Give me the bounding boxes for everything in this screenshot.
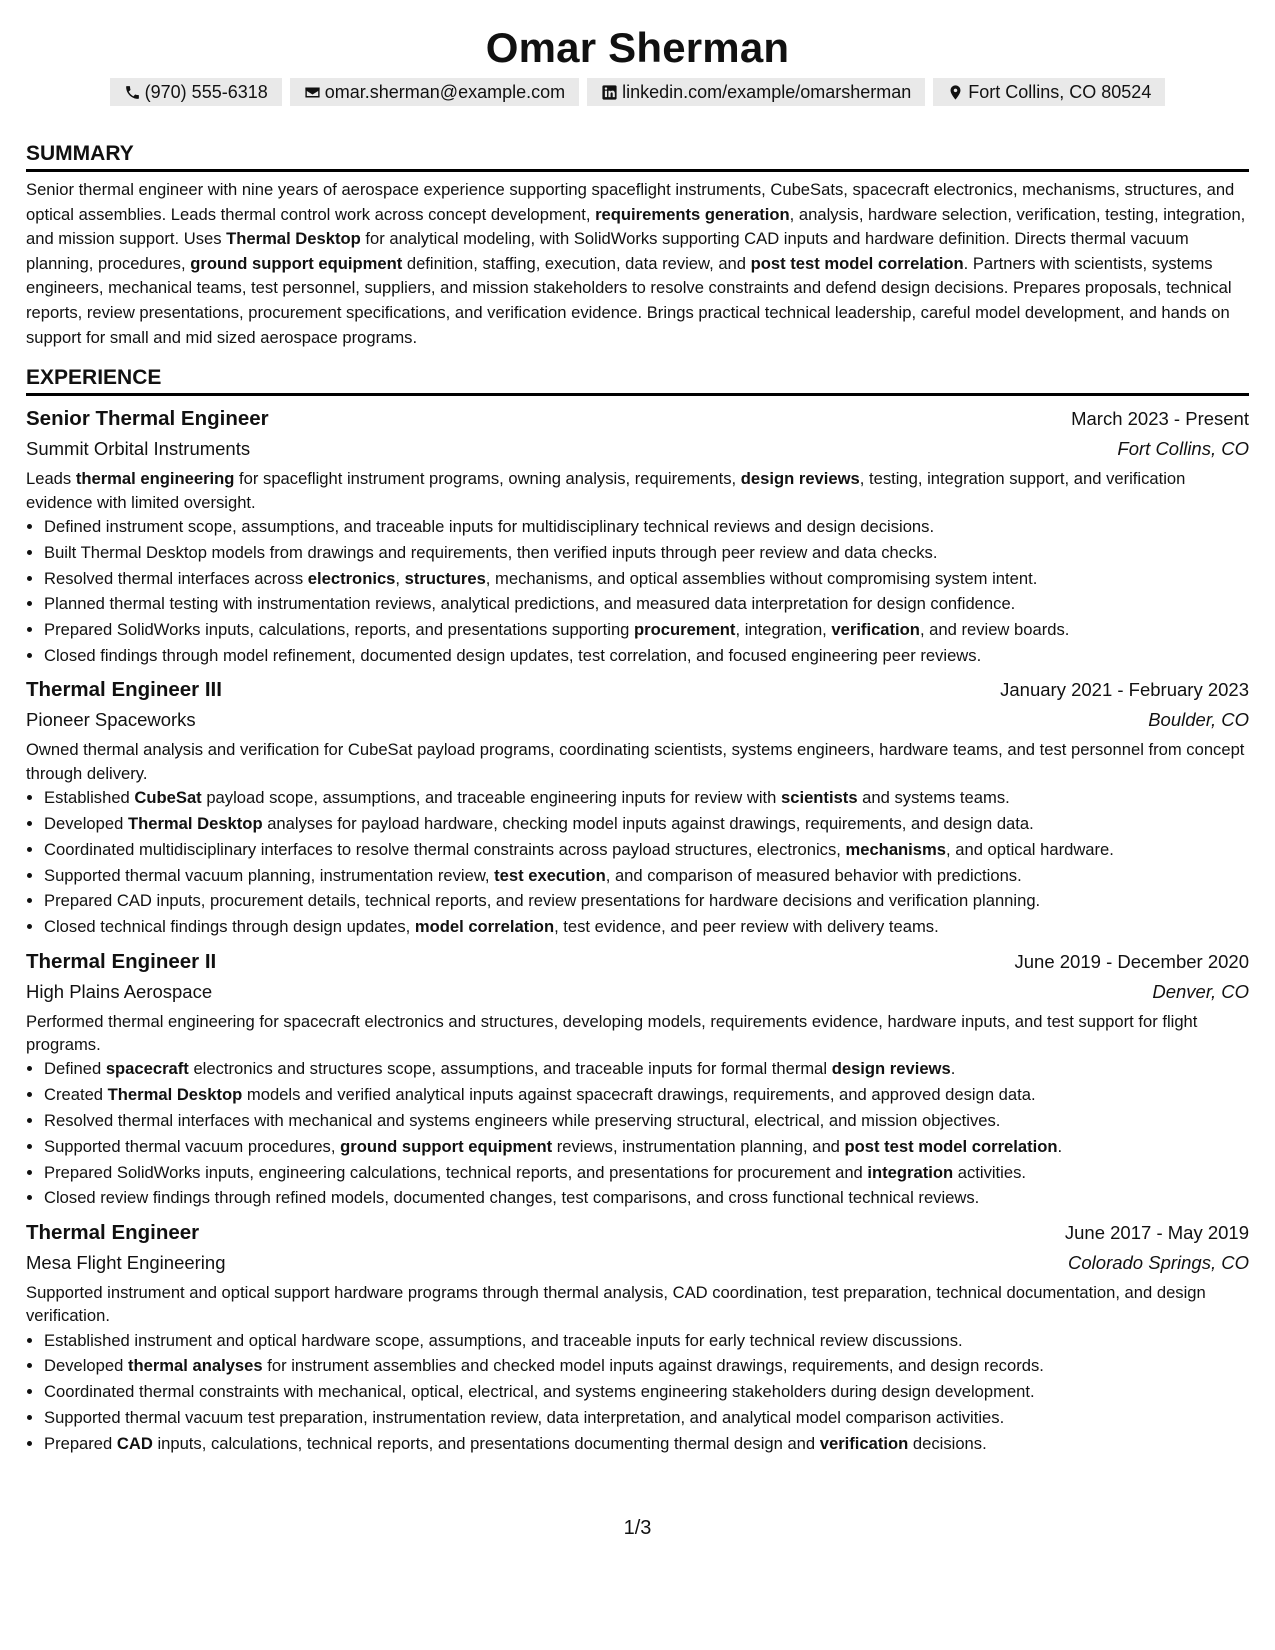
job-description	[26, 738, 1249, 785]
text-run: activities.	[953, 1162, 1026, 1182]
emphasis-text: Thermal Desktop	[127, 813, 263, 833]
job-title: Thermal Engineer III	[26, 678, 222, 702]
text-run: Supported thermal vacuum planning, instrumentation review,	[44, 865, 495, 885]
bullet-item	[44, 644, 1249, 667]
bullet-item	[44, 1329, 1249, 1352]
job-header-row	[26, 404, 1249, 434]
job-dates: March 2023 - Present	[1071, 408, 1249, 430]
emphasis-text: ground support equipment	[190, 253, 403, 273]
text-run: . Partners with scientists, systems engineers, mechanical teams, test personnel, suppliers, and mission stakeholders to resolve constraints and defend design decisions. Prepares proposals, technical reports, review presentations, procurement specifications, and verification evidence. Brings practical technical leadership, careful model development, and hands on support for small and mid sized aerospace programs.	[26, 253, 1232, 347]
linkedin-icon	[601, 84, 618, 101]
bullet-item	[44, 812, 1249, 835]
emphasis-text: verification	[819, 1433, 909, 1453]
contact-phone[interactable]	[110, 78, 282, 106]
job-bullets	[26, 1057, 1249, 1209]
text-run: for spaceflight instrument programs, owning analysis, requirements,	[234, 469, 741, 489]
bullet-item	[44, 1083, 1249, 1106]
text-run: Planned thermal testing with instrumentation reviews, analytical predictions, and measured data interpretation for design confidence.	[44, 594, 1016, 614]
job-entry	[26, 1218, 1249, 1455]
phone-text: (970) 555-6318	[144, 82, 268, 102]
page-number: 1/3	[623, 1517, 652, 1539]
bullet-item	[44, 1432, 1249, 1455]
text-run: Closed review findings through refined models, documented changes, test comparisons, and cross functional technical reviews.	[44, 1188, 980, 1208]
text-run: payload scope, assumptions, and traceable engineering inputs for review with	[201, 788, 781, 808]
bullet-item	[44, 567, 1249, 590]
text-run: Senior thermal engineer with nine years of aerospace experience supporting spaceflight instruments, CubeSats, spacecraft electronics, mechanisms, structures, and optical assemblies. Leads thermal control work across concept development,	[26, 180, 1235, 224]
resume-page	[26, 22, 1249, 1458]
experience-section	[26, 364, 1249, 1455]
text-run: Prepared	[44, 1433, 117, 1453]
map-pin-icon	[947, 84, 964, 101]
text-run: , testing, integration support, and verification evidence with limited oversight.	[26, 469, 1186, 512]
text-run: reviews, instrumentation planning, and	[552, 1136, 845, 1156]
emphasis-text: mechanisms	[845, 839, 947, 859]
text-run: Performed thermal engineering for spacecraft electronics and structures, developing models, requirements evidence, hardware inputs, and test support for flight programs.	[26, 1011, 1198, 1054]
text-run: Supported instrument and optical support hardware programs through thermal analysis, CAD coordination, test preparation, technical documentation, and design verification.	[26, 1282, 1206, 1326]
emphasis-text: spacecraft	[105, 1059, 189, 1079]
email-text: omar.sherman@example.com	[324, 82, 566, 102]
bullet-item	[44, 618, 1249, 641]
text-run: Developed	[44, 813, 128, 833]
job-company-row	[26, 1248, 1249, 1278]
text-run: Supported thermal vacuum test preparation, instrumentation review, data interpretation, and analytical model comparison activities.	[44, 1407, 1005, 1427]
text-run: , integration,	[735, 620, 832, 640]
job-company-row	[26, 705, 1249, 735]
job-title: Thermal Engineer	[26, 1220, 200, 1244]
job-location: Boulder, CO	[1148, 709, 1249, 731]
job-title: Thermal Engineer II	[26, 949, 217, 973]
emphasis-text: Thermal Desktop	[226, 229, 361, 249]
summary-heading: SUMMARY	[26, 140, 1249, 172]
emphasis-text: scientists	[781, 788, 858, 808]
location-text: Fort Collins, CO 80524	[968, 82, 1152, 102]
candidate-name: Omar Sherman	[485, 24, 790, 71]
company-name: Mesa Flight Engineering	[26, 1251, 226, 1273]
job-company-row	[26, 977, 1249, 1007]
text-run: Closed technical findings through design updates,	[44, 917, 415, 937]
job-entry	[26, 675, 1249, 938]
summary-text	[26, 178, 1249, 350]
text-run: analyses for payload hardware, checking model inputs against drawings, requirements, and design data.	[262, 813, 1034, 833]
text-run: Defined instrument scope, assumptions, and traceable inputs for multidisciplinary technical reviews and design decisions.	[44, 516, 935, 536]
text-run: , and optical hardware.	[946, 839, 1114, 859]
job-bullets	[26, 515, 1249, 667]
text-run: Supported thermal vacuum procedures,	[44, 1136, 341, 1156]
text-run: Prepared CAD inputs, procurement details, technical reports, and review presentations for hardware decisions and verification planning.	[44, 891, 1041, 911]
emphasis-text: integration	[867, 1162, 954, 1182]
company-name: High Plains Aerospace	[26, 980, 213, 1002]
bullet-item	[44, 915, 1249, 938]
job-dates: June 2017 - May 2019	[1064, 1221, 1249, 1243]
bullet-item	[44, 786, 1249, 809]
text-run: Developed	[44, 1356, 128, 1376]
job-header-row	[26, 675, 1249, 705]
contact-bar	[26, 78, 1249, 106]
job-entry	[26, 404, 1249, 667]
text-run: Resolved thermal interfaces across	[44, 568, 308, 588]
emphasis-text: ground support equipment	[340, 1136, 553, 1156]
text-run: Closed findings through model refinement, documented design updates, test correlation, and focused engineering peer reviews.	[44, 645, 982, 665]
experience-heading: EXPERIENCE	[26, 364, 1249, 396]
company-name: Pioneer Spaceworks	[26, 709, 196, 731]
contact-location	[933, 78, 1165, 106]
emphasis-text: design reviews	[740, 469, 860, 489]
job-title: Senior Thermal Engineer	[26, 407, 269, 431]
bullet-item	[44, 515, 1249, 538]
text-run: , and review boards.	[919, 620, 1070, 640]
text-run: for instrument assemblies and checked model inputs against drawings, requirements, and design records.	[262, 1356, 1044, 1376]
text-run: , mechanisms, and optical assemblies without compromising system intent.	[485, 568, 1038, 588]
emphasis-text: requirements generation	[595, 204, 790, 224]
emphasis-text: Thermal Desktop	[107, 1085, 243, 1105]
job-bullets	[26, 786, 1249, 938]
contact-email[interactable]	[290, 78, 579, 106]
job-location: Colorado Springs, CO	[1068, 1251, 1249, 1273]
job-description	[26, 1281, 1249, 1328]
emphasis-text: test execution	[494, 865, 606, 885]
text-run: Coordinated multidisciplinary interfaces to resolve thermal constraints across payload structures, electronics,	[44, 839, 846, 859]
bullet-item	[44, 541, 1249, 564]
summary-section	[26, 140, 1249, 350]
text-run: Coordinated thermal constraints with mechanical, optical, electrical, and systems engineering stakeholders during design development.	[44, 1382, 1035, 1402]
bullet-item	[44, 1109, 1249, 1132]
text-run: , test evidence, and peer review with delivery teams.	[554, 917, 939, 937]
bullet-item	[44, 1057, 1249, 1080]
text-run: Created	[44, 1085, 108, 1105]
job-dates: June 2019 - December 2020	[1014, 950, 1249, 972]
text-run: Prepared SolidWorks inputs, calculations, reports, and presentations supporting	[44, 620, 635, 640]
text-run: and systems teams.	[857, 788, 1010, 808]
text-run: Defined	[44, 1059, 106, 1079]
text-run: definition, staffing, execution, data review, and	[402, 253, 751, 273]
emphasis-text: thermal analyses	[127, 1356, 263, 1376]
text-run: , and comparison of measured behavior with predictions.	[605, 865, 1022, 885]
emphasis-text: verification	[831, 620, 920, 640]
bullet-item	[44, 1161, 1249, 1184]
job-entry	[26, 947, 1249, 1210]
bullet-item	[44, 1186, 1249, 1209]
job-company-row	[26, 434, 1249, 464]
job-header-row	[26, 947, 1249, 977]
bullet-item	[44, 1354, 1249, 1377]
bullet-item	[44, 889, 1249, 912]
job-dates: January 2021 - February 2023	[1000, 679, 1249, 701]
job-bullets	[26, 1329, 1249, 1456]
text-run: , analysis, hardware selection, verification, testing, integration, and mission support. Uses	[26, 204, 1246, 249]
emphasis-text: post test model correlation	[750, 253, 964, 273]
emphasis-text: model correlation	[414, 917, 555, 937]
bullet-item	[44, 838, 1249, 861]
text-run: Owned thermal analysis and verification for CubeSat payload programs, coordinating scientists, systems engineers, hardware teams, and test personnel from concept through delivery.	[26, 740, 1245, 783]
text-run: Resolved thermal interfaces with mechanical and systems engineers while preserving structural, electrical, and mission objectives.	[44, 1110, 1001, 1130]
linkedin-text: linkedin.com/example/omarsherman	[622, 82, 912, 102]
phone-icon	[124, 84, 141, 101]
text-run: Prepared SolidWorks inputs, engineering calculations, technical reports, and presentations for procurement and	[44, 1162, 868, 1182]
emphasis-text: electronics	[307, 568, 396, 588]
bullet-item	[44, 1135, 1249, 1158]
emphasis-text: design reviews	[831, 1059, 951, 1079]
job-list	[26, 404, 1249, 1455]
contact-linkedin[interactable]	[587, 78, 925, 106]
text-run: Established	[44, 788, 135, 808]
bullet-item	[44, 592, 1249, 615]
text-run: models and verified analytical inputs against spacecraft drawings, requirements, and approved design data.	[242, 1085, 1036, 1105]
envelope-icon	[304, 84, 321, 101]
job-header-row	[26, 1218, 1249, 1248]
text-run: for analytical modeling, with SolidWorks supporting CAD inputs and hardware definition. Directs thermal vacuum planning, procedures,	[26, 229, 1189, 273]
text-run: Leads	[26, 469, 76, 489]
emphasis-text: structures	[404, 568, 486, 588]
emphasis-text: post test model correlation	[844, 1136, 1058, 1156]
text-run: Established instrument and optical hardware scope, assumptions, and traceable inputs for early technical review discussions.	[44, 1330, 963, 1350]
bullet-item	[44, 1380, 1249, 1403]
emphasis-text: CubeSat	[134, 788, 202, 808]
emphasis-text: CAD	[116, 1433, 153, 1453]
emphasis-text: procurement	[634, 620, 736, 640]
text-run: ,	[395, 568, 405, 588]
job-location: Denver, CO	[1152, 980, 1249, 1002]
bullet-item	[44, 1406, 1249, 1429]
text-run: .	[950, 1059, 956, 1079]
text-run: inputs, calculations, technical reports, and presentations documenting thermal design and	[152, 1433, 820, 1453]
company-name: Summit Orbital Instruments	[26, 438, 251, 460]
job-description	[26, 467, 1249, 514]
job-location: Fort Collins, CO	[1117, 438, 1249, 460]
text-run: Built Thermal Desktop models from drawings and requirements, then verified inputs through peer review and data checks.	[44, 542, 938, 562]
emphasis-text: thermal engineering	[75, 469, 235, 489]
bullet-item	[44, 864, 1249, 887]
job-description	[26, 1010, 1249, 1057]
text-run: electronics and structures scope, assumptions, and traceable inputs for formal thermal	[188, 1059, 832, 1079]
text-run: decisions.	[908, 1433, 987, 1453]
text-run: .	[1057, 1136, 1063, 1156]
